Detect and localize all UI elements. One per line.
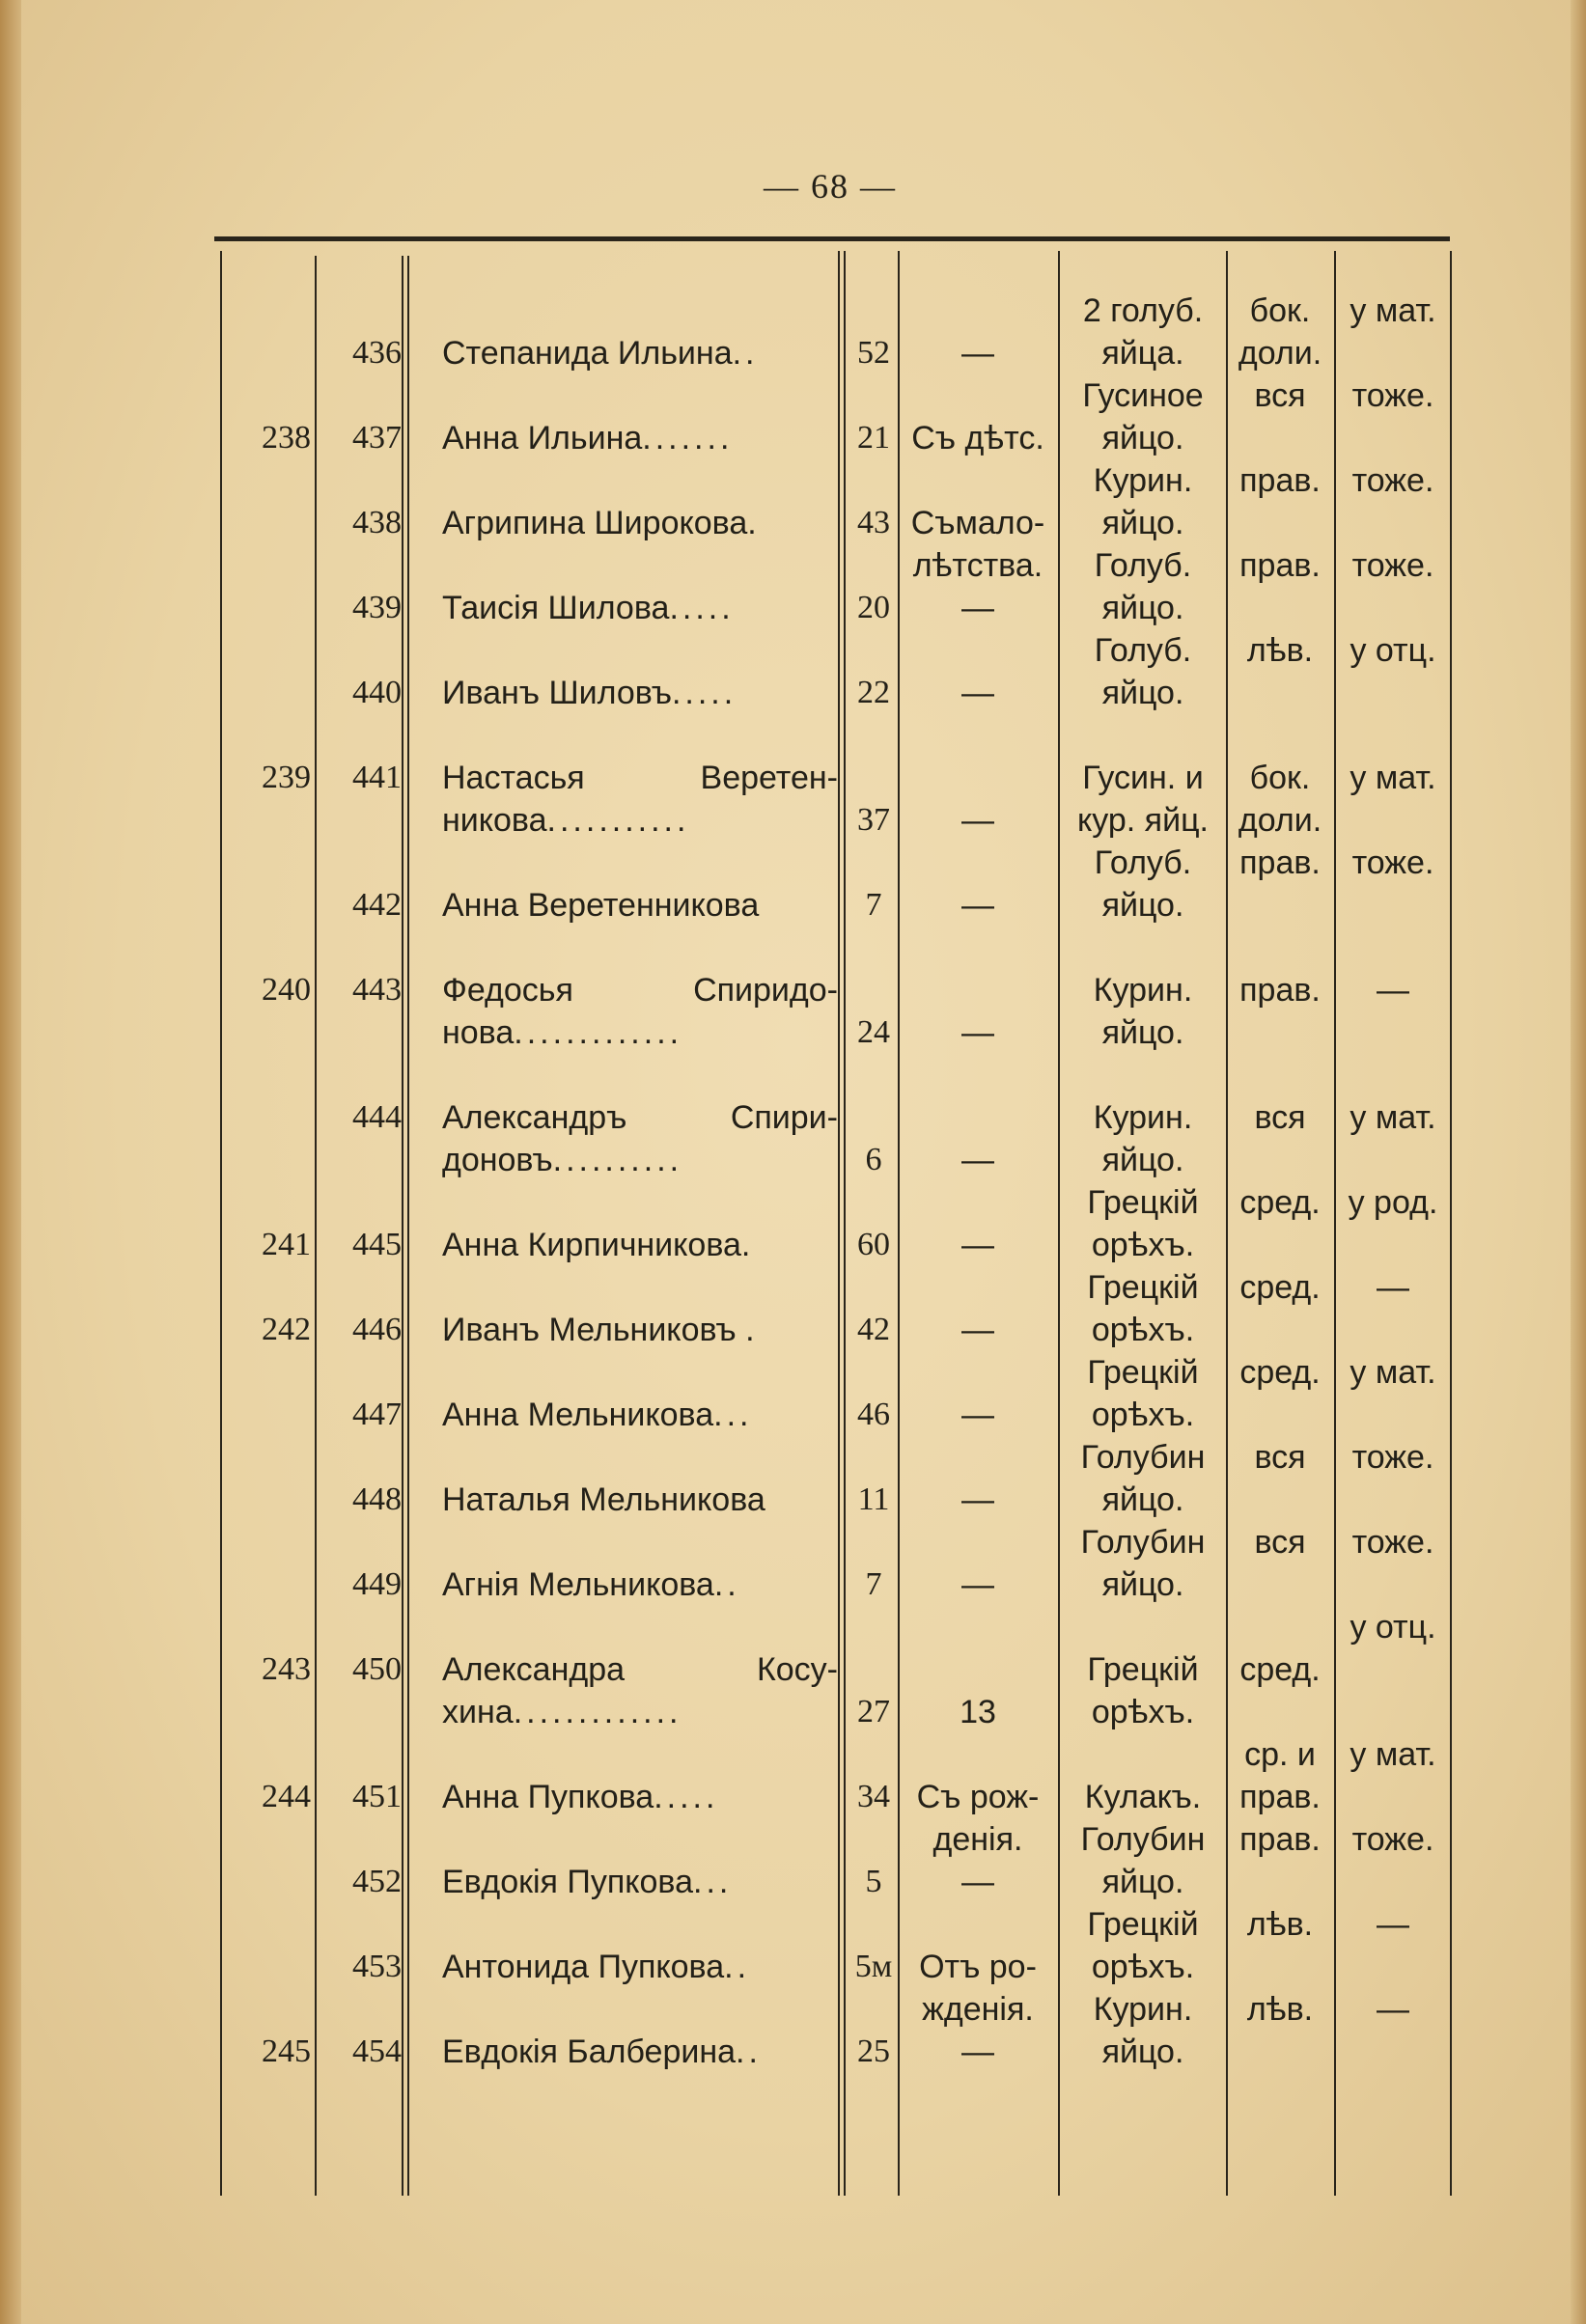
heredity: у отц.: [1349, 1609, 1436, 1646]
table-row: [0, 1563, 1586, 1606]
person-name: [442, 1648, 838, 1691]
duration: денія.: [932, 1821, 1023, 1858]
duration: Съ рож-: [916, 1779, 1040, 1815]
record-number: 439: [352, 590, 402, 625]
goiter-size: Грецкій: [1087, 1651, 1199, 1688]
goiter-side: сред.: [1239, 1354, 1321, 1391]
person-name: [442, 1691, 838, 1733]
duration: —: [961, 335, 994, 372]
heredity: тоже.: [1351, 1821, 1434, 1858]
duration: 13: [960, 1694, 996, 1730]
goiter-side: прав.: [1239, 1779, 1321, 1815]
table-row: [0, 290, 1586, 332]
goiter-size: 2 голуб.: [1082, 292, 1204, 329]
heredity: тоже.: [1351, 1439, 1434, 1476]
duration: —: [961, 675, 994, 711]
person-name-text: Агрипина Широкова.: [442, 505, 757, 541]
goiter-size: Голуб.: [1094, 844, 1192, 881]
age: 60: [857, 1227, 890, 1262]
goiter-side: прав.: [1239, 844, 1321, 881]
person-name-text: Анна Кирпичникова.: [442, 1227, 751, 1263]
goiter-size: орѣхъ.: [1091, 1949, 1195, 1985]
table-row: [0, 1309, 1586, 1351]
person-name: [442, 587, 838, 629]
age: 43: [857, 505, 890, 540]
heredity: у мат.: [1349, 1354, 1436, 1391]
goiter-side: прав.: [1239, 547, 1321, 584]
record-number: 447: [352, 1397, 402, 1432]
person-name: [442, 332, 838, 374]
table-row: [0, 1479, 1586, 1521]
goiter-size: яйцо.: [1101, 505, 1184, 541]
heredity: тоже.: [1351, 377, 1434, 414]
record-number: 443: [352, 972, 402, 1008]
heredity: у мат.: [1349, 1736, 1436, 1773]
goiter-size: Голубин: [1080, 1524, 1206, 1561]
record-number: 448: [352, 1481, 402, 1517]
person-name: [442, 2031, 838, 2073]
goiter-side: лѣв.: [1246, 1991, 1314, 2028]
duration: Съмало-: [910, 505, 1045, 541]
age: 46: [857, 1397, 890, 1432]
leader-dots: ..: [713, 1566, 740, 1603]
duration: —: [961, 1481, 994, 1518]
goiter-size: яйца.: [1101, 335, 1184, 372]
record-number: 440: [352, 675, 402, 710]
table-row: [0, 1266, 1586, 1309]
person-name-text: Анна Ильина: [442, 420, 643, 456]
goiter-side: доли.: [1238, 335, 1322, 372]
table-row: [0, 587, 1586, 629]
goiter-size: Гусиное: [1082, 377, 1204, 414]
person-name-text: Антонида Пупкова: [442, 1949, 725, 1985]
record-number: 451: [352, 1779, 402, 1814]
age: 6: [865, 1142, 882, 1177]
table-row: [0, 1946, 1586, 1988]
person-name: [442, 672, 838, 714]
table-row: [0, 1011, 1586, 1054]
family-number: 241: [262, 1227, 311, 1262]
leader-dots: ...: [693, 1864, 733, 1900]
person-name: [442, 1139, 838, 1181]
table-row: [0, 1733, 1586, 1776]
person-name-text: Анна Веретенникова: [442, 887, 760, 924]
person-name-text: нова: [442, 1014, 515, 1051]
table-row: [0, 969, 1586, 1011]
person-name-text: никова: [442, 802, 547, 839]
heredity: —: [1377, 1991, 1409, 2028]
record-number: 442: [352, 887, 402, 923]
heredity: у мат.: [1349, 1099, 1436, 1136]
heredity: у мат.: [1349, 760, 1436, 796]
leader-dots: .....: [654, 1779, 719, 1815]
age: 5м: [854, 1949, 893, 1984]
duration: —: [961, 1312, 994, 1348]
goiter-size: кур. яйц.: [1077, 802, 1209, 839]
table-row: [0, 757, 1586, 799]
table-row: [0, 1436, 1586, 1479]
goiter-size: яйцо.: [1101, 1481, 1184, 1518]
record-number: 437: [352, 420, 402, 456]
person-name: [442, 799, 838, 842]
goiter-side: вся: [1254, 1099, 1306, 1136]
duration: Съ дѣтс.: [911, 420, 1044, 456]
goiter-size: орѣхъ.: [1091, 1694, 1195, 1730]
table-top-rule: [214, 236, 1450, 241]
leader-dots: .............: [513, 1694, 682, 1730]
age: 27: [857, 1694, 890, 1729]
record-number: 449: [352, 1566, 402, 1602]
goiter-size: Курин.: [1093, 1099, 1193, 1136]
table-row: [0, 799, 1586, 842]
table-row: [0, 1818, 1586, 1861]
table-row: [0, 1903, 1586, 1946]
goiter-size: Курин.: [1093, 462, 1193, 499]
table-row: [0, 544, 1586, 587]
table-row: [0, 1648, 1586, 1691]
duration: —: [961, 1864, 994, 1900]
goiter-size: Голубин: [1080, 1439, 1206, 1476]
person-name: [442, 1224, 838, 1266]
table-row: [0, 884, 1586, 927]
goiter-size: яйцо.: [1101, 590, 1184, 626]
goiter-side: бок.: [1249, 292, 1311, 329]
leader-dots: ..: [736, 2034, 762, 2070]
goiter-side: прав.: [1239, 462, 1321, 499]
person-name-text: Таисія Шилова: [442, 590, 670, 626]
person-name-text: Анна Мельникова: [442, 1397, 714, 1433]
record-number: 436: [352, 335, 402, 371]
heredity: тоже.: [1351, 547, 1434, 584]
goiter-side: сред.: [1239, 1269, 1321, 1306]
person-name: [442, 969, 838, 1011]
table-row: [0, 1351, 1586, 1394]
age: 11: [857, 1481, 890, 1517]
leader-dots: ..: [732, 335, 759, 372]
age: 7: [865, 1566, 882, 1602]
table-row: [0, 2031, 1586, 2073]
goiter-size: яйцо.: [1101, 2034, 1184, 2070]
record-number: 438: [352, 505, 402, 540]
goiter-side: лѣв.: [1246, 1906, 1314, 1943]
person-name: [442, 502, 838, 544]
table-row: [0, 332, 1586, 374]
person-name-text: Федосья Спиридо-: [442, 972, 838, 1009]
leader-dots: ...........: [546, 802, 690, 839]
table-row: [0, 1096, 1586, 1139]
heredity: —: [1377, 972, 1409, 1009]
goiter-side: сред.: [1239, 1651, 1321, 1688]
age: 7: [865, 887, 882, 923]
person-name: [442, 417, 838, 459]
record-number: 444: [352, 1099, 402, 1135]
age: 5: [865, 1864, 882, 1899]
goiter-size: яйцо.: [1101, 887, 1184, 924]
age: 24: [857, 1014, 890, 1050]
goiter-size: орѣхъ.: [1091, 1227, 1195, 1263]
person-name-text: Степанида Ильина: [442, 335, 733, 372]
person-name: [442, 757, 838, 799]
goiter-size: Курин.: [1093, 1991, 1193, 2028]
table-row: [0, 1691, 1586, 1733]
age: 34: [857, 1779, 890, 1814]
goiter-size: Голуб.: [1094, 547, 1192, 584]
person-name-text: Наталья Мельникова: [442, 1481, 765, 1518]
heredity: у отц.: [1349, 632, 1436, 669]
leader-dots: .....: [669, 590, 735, 626]
leader-dots: ..: [724, 1949, 751, 1985]
record-number: 452: [352, 1864, 402, 1899]
goiter-size: яйцо.: [1101, 1566, 1184, 1603]
goiter-size: Голубин: [1080, 1821, 1206, 1858]
table-row: [0, 502, 1586, 544]
table-row: [0, 1776, 1586, 1818]
person-name-text: Евдокія Балберина: [442, 2034, 737, 2070]
age: 22: [857, 675, 890, 710]
duration: —: [961, 802, 994, 839]
heredity: у мат.: [1349, 292, 1436, 329]
leader-dots: .............: [514, 1014, 683, 1051]
table-row: [0, 459, 1586, 502]
goiter-size: яйцо.: [1101, 1142, 1184, 1178]
table-row: [0, 1394, 1586, 1436]
table-row: [0, 629, 1586, 672]
person-name-text: доновъ: [442, 1142, 553, 1178]
goiter-size: Грецкій: [1087, 1269, 1199, 1306]
goiter-size: яйцо.: [1101, 675, 1184, 711]
leader-dots: ..........: [552, 1142, 683, 1178]
goiter-size: Гусин. и: [1082, 760, 1204, 796]
goiter-side: ср. и: [1244, 1736, 1316, 1773]
age: 20: [857, 590, 890, 625]
family-number: 239: [262, 760, 311, 795]
family-number: 243: [262, 1651, 311, 1687]
duration: —: [961, 1566, 994, 1603]
person-name: [442, 1861, 838, 1903]
goiter-side: вся: [1254, 1439, 1306, 1476]
table-row: [0, 1181, 1586, 1224]
goiter-side: лѣв.: [1246, 632, 1314, 669]
record-number: 446: [352, 1312, 402, 1347]
goiter-size: яйцо.: [1101, 1864, 1184, 1900]
person-name: [442, 1946, 838, 1988]
person-name-text: Иванъ Мельниковъ .: [442, 1312, 755, 1348]
goiter-side: прав.: [1239, 1821, 1321, 1858]
table-row: [0, 1224, 1586, 1266]
goiter-size: Грецкій: [1087, 1184, 1199, 1221]
goiter-size: Курин.: [1093, 972, 1193, 1009]
person-name-text: Агнія Мельникова: [442, 1566, 714, 1603]
person-name: [442, 1479, 838, 1521]
duration: Отъ ро-: [919, 1949, 1037, 1985]
table-row: [0, 1521, 1586, 1563]
heredity: тоже.: [1351, 462, 1434, 499]
heredity: тоже.: [1351, 844, 1434, 881]
heredity: —: [1377, 1906, 1409, 1943]
age: 25: [857, 2034, 890, 2069]
duration: —: [961, 1227, 994, 1263]
person-name: [442, 1096, 838, 1139]
record-number: 445: [352, 1227, 402, 1262]
goiter-side: вся: [1254, 1524, 1306, 1561]
person-name-text: Александра Косу-: [442, 1651, 838, 1688]
record-number: 441: [352, 760, 402, 795]
family-number: 238: [262, 420, 311, 456]
person-name-text: Настасья Веретен-: [442, 760, 838, 796]
person-name-text: Александръ Спири-: [442, 1099, 838, 1136]
goiter-side: вся: [1254, 377, 1306, 414]
duration: —: [961, 887, 994, 924]
goiter-size: Грецкій: [1087, 1354, 1199, 1391]
goiter-size: орѣхъ.: [1091, 1397, 1195, 1433]
family-number: 240: [262, 972, 311, 1008]
table-row: [0, 1861, 1586, 1903]
goiter-size: орѣхъ.: [1091, 1312, 1195, 1348]
leader-dots: .......: [642, 420, 734, 456]
goiter-side: прав.: [1239, 972, 1321, 1009]
person-name-text: Анна Пупкова: [442, 1779, 654, 1815]
table-row: [0, 1606, 1586, 1648]
duration: —: [961, 2034, 994, 2070]
age: 42: [857, 1312, 890, 1347]
person-name-text: Евдокія Пупкова: [442, 1864, 693, 1900]
goiter-size: яйцо.: [1101, 420, 1184, 456]
heredity: тоже.: [1351, 1524, 1434, 1561]
person-name-text: хина: [442, 1694, 514, 1730]
person-name: [442, 884, 838, 927]
table-row: [0, 374, 1586, 417]
record-number: 453: [352, 1949, 402, 1984]
age: 21: [857, 420, 890, 456]
family-number: 245: [262, 2034, 311, 2069]
family-number: 242: [262, 1312, 311, 1347]
goiter-size: Голуб.: [1094, 632, 1192, 669]
duration: —: [961, 590, 994, 626]
table-row: [0, 1139, 1586, 1181]
record-number: 450: [352, 1651, 402, 1687]
heredity: у род.: [1348, 1184, 1438, 1221]
duration: —: [961, 1397, 994, 1433]
leader-dots: ...: [713, 1397, 753, 1433]
duration: лѣтства.: [912, 547, 1043, 584]
age: 37: [857, 802, 890, 838]
person-name: [442, 1309, 838, 1351]
duration: —: [961, 1014, 994, 1051]
goiter-size: яйцо.: [1101, 1014, 1184, 1051]
goiter-side: бок.: [1249, 760, 1311, 796]
table-row: [0, 842, 1586, 884]
family-number: 244: [262, 1779, 311, 1814]
duration: жденія.: [922, 1991, 1034, 2028]
record-number: 454: [352, 2034, 402, 2069]
table-row: [0, 417, 1586, 459]
goiter-size: Грецкій: [1087, 1906, 1199, 1943]
person-name: [442, 1394, 838, 1436]
person-name: [442, 1776, 838, 1818]
heredity: —: [1377, 1269, 1409, 1306]
page-number: — 68 —: [764, 167, 897, 206]
table-row: [0, 672, 1586, 714]
goiter-side: доли.: [1238, 802, 1322, 839]
person-name: [442, 1011, 838, 1054]
person-name: [442, 1563, 838, 1606]
person-name-text: Иванъ Шиловъ: [442, 675, 672, 711]
age: 52: [857, 335, 890, 371]
leader-dots: .....: [671, 675, 737, 711]
table-row: [0, 1988, 1586, 2031]
duration: —: [961, 1142, 994, 1178]
goiter-side: сред.: [1239, 1184, 1321, 1221]
goiter-size: Кулакъ.: [1084, 1779, 1202, 1815]
